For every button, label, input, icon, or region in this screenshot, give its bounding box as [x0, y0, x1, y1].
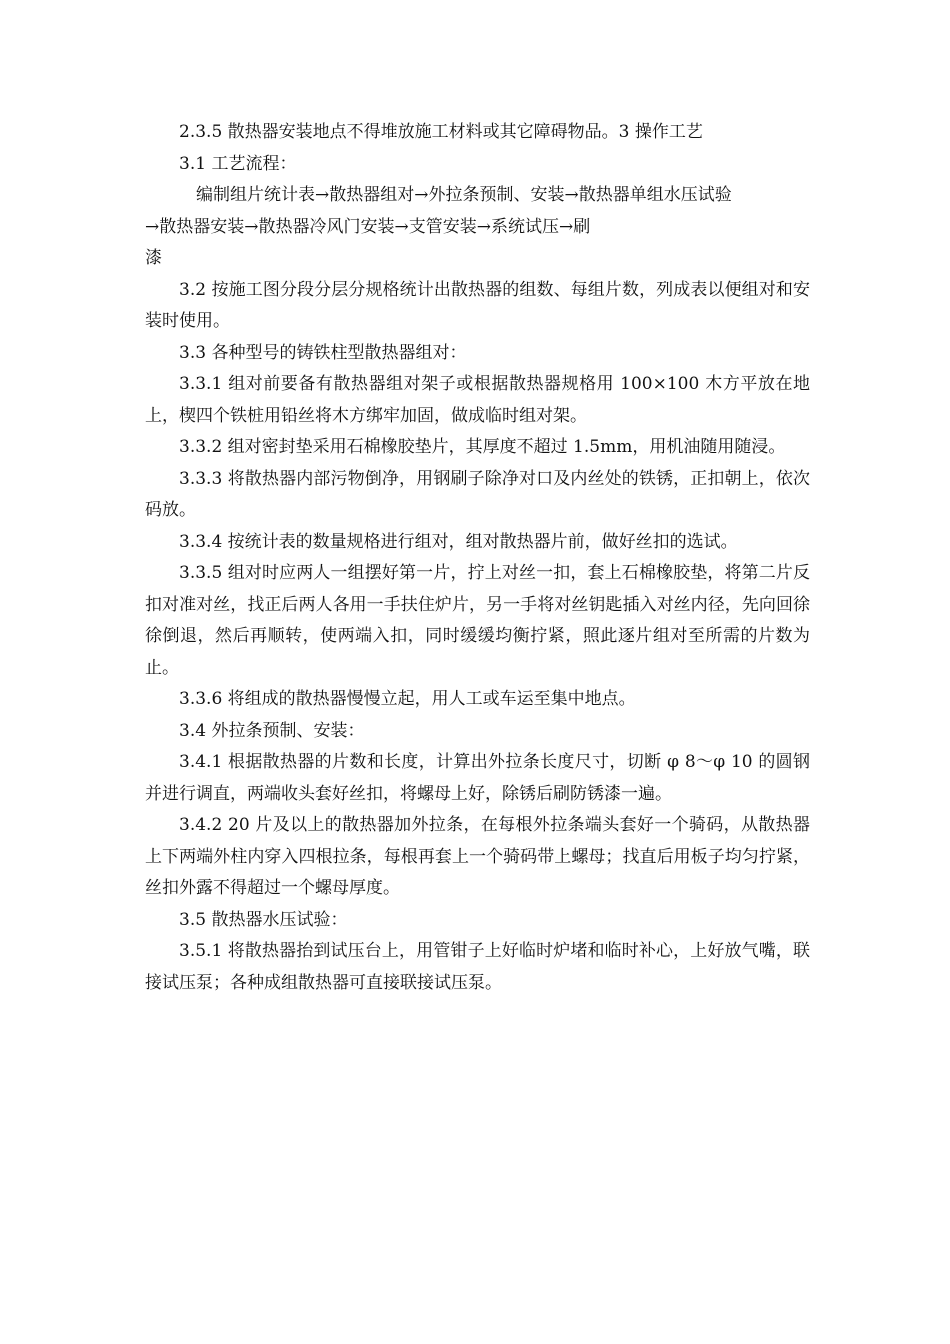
paragraph-2-3-5: 2.3.5 散热器安装地点不得堆放施工材料或其它障碍物品。3 操作工艺 — [179, 122, 703, 142]
paragraph-3-5-1: 3.5.1 将散热器抬到试压台上，用管钳子上好临时炉堵和临时补心，上好放气嘴，联接试压泵；各种成组散热器可直接联接试压泵。 — [145, 941, 810, 993]
paragraph-3-3: 3.3 各种型号的铸铁柱型散热器组对： — [179, 342, 467, 363]
paragraph-3-3-2: 3.3.2 组对密封垫采用石棉橡胶垫片，其厚度不超过 1.5mm，用机油随用随浸。 — [179, 437, 786, 457]
paragraph-3-3-1: 3.3.1 组对前要备有散热器组对架子或根据散热器规格用 100×100 木方平放在地上，楔四个铁桩用铅丝将木方绑牢加固，做成临时组对架。 — [145, 374, 810, 426]
paragraph-3-4: 3.4 外拉条预制、安装： — [179, 720, 365, 741]
paragraph-3-3-6: 3.3.6 将组成的散热器慢慢立起，用人工或车运至集中地点。 — [179, 689, 636, 709]
paragraph-3-2: 3.2 按施工图分段分层分规格统计出散热器的组数、每组片数，列成表以便组对和安装时使用。 — [145, 279, 810, 331]
document-body — [145, 117, 810, 999]
paragraph-3-3-4: 3.3.4 按统计表的数量规格进行组对，组对散热器片前，做好丝扣的选试。 — [179, 531, 738, 552]
paragraph-3-5: 3.5 散热器水压试验： — [179, 909, 348, 930]
paragraph-3-1: 3.1 工艺流程： — [179, 153, 297, 174]
paragraph-3-3-5: 3.3.5 组对时应两人一组摆好第一片，拧上对丝一扣，套上石棉橡胶垫，将第二片反扣对准对丝，找正后两人各用一手扶住炉片，另一手将对丝钥匙插入对丝内径，先向回徐徐倒退，然后再顺转，使两端入扣，同时缓缓均衡拧紧，照此逐片组对至所需的片数为止。 — [145, 563, 810, 678]
process-flow-line-3: 漆 — [145, 248, 162, 268]
paragraph-3-3-3: 3.3.3 将散热器内部污物倒净，用钢刷子除净对口及内丝处的铁锈，正扣朝上，依次码放。 — [145, 468, 810, 520]
process-flow-line-2: →散热器安装→散热器冷风门安装→支管安装→系统试压→刷 — [145, 216, 591, 237]
paragraph-3-4-1: 3.4.1 根据散热器的片数和长度，计算出外拉条长度尺寸，切断 φ 8～φ 10 的圆钢并进行调直，两端收头套好丝扣，将螺母上好，除锈后刷防锈漆一遍。 — [145, 752, 810, 804]
paragraph-3-4-2: 3.4.2 20 片及以上的散热器加外拉条，在每根外拉条端头套好一个骑码，从散热器上下两端外柱内穿入四根拉条，每根再套上一个骑码带上螺母；找直后用板子均匀拧紧，丝扣外露不得超过一个螺母厚度。 — [145, 815, 810, 898]
process-flow-line-1: 编制组片统计表→散热器组对→外拉条预制、安装→散热器单组水压试验 — [196, 185, 732, 205]
